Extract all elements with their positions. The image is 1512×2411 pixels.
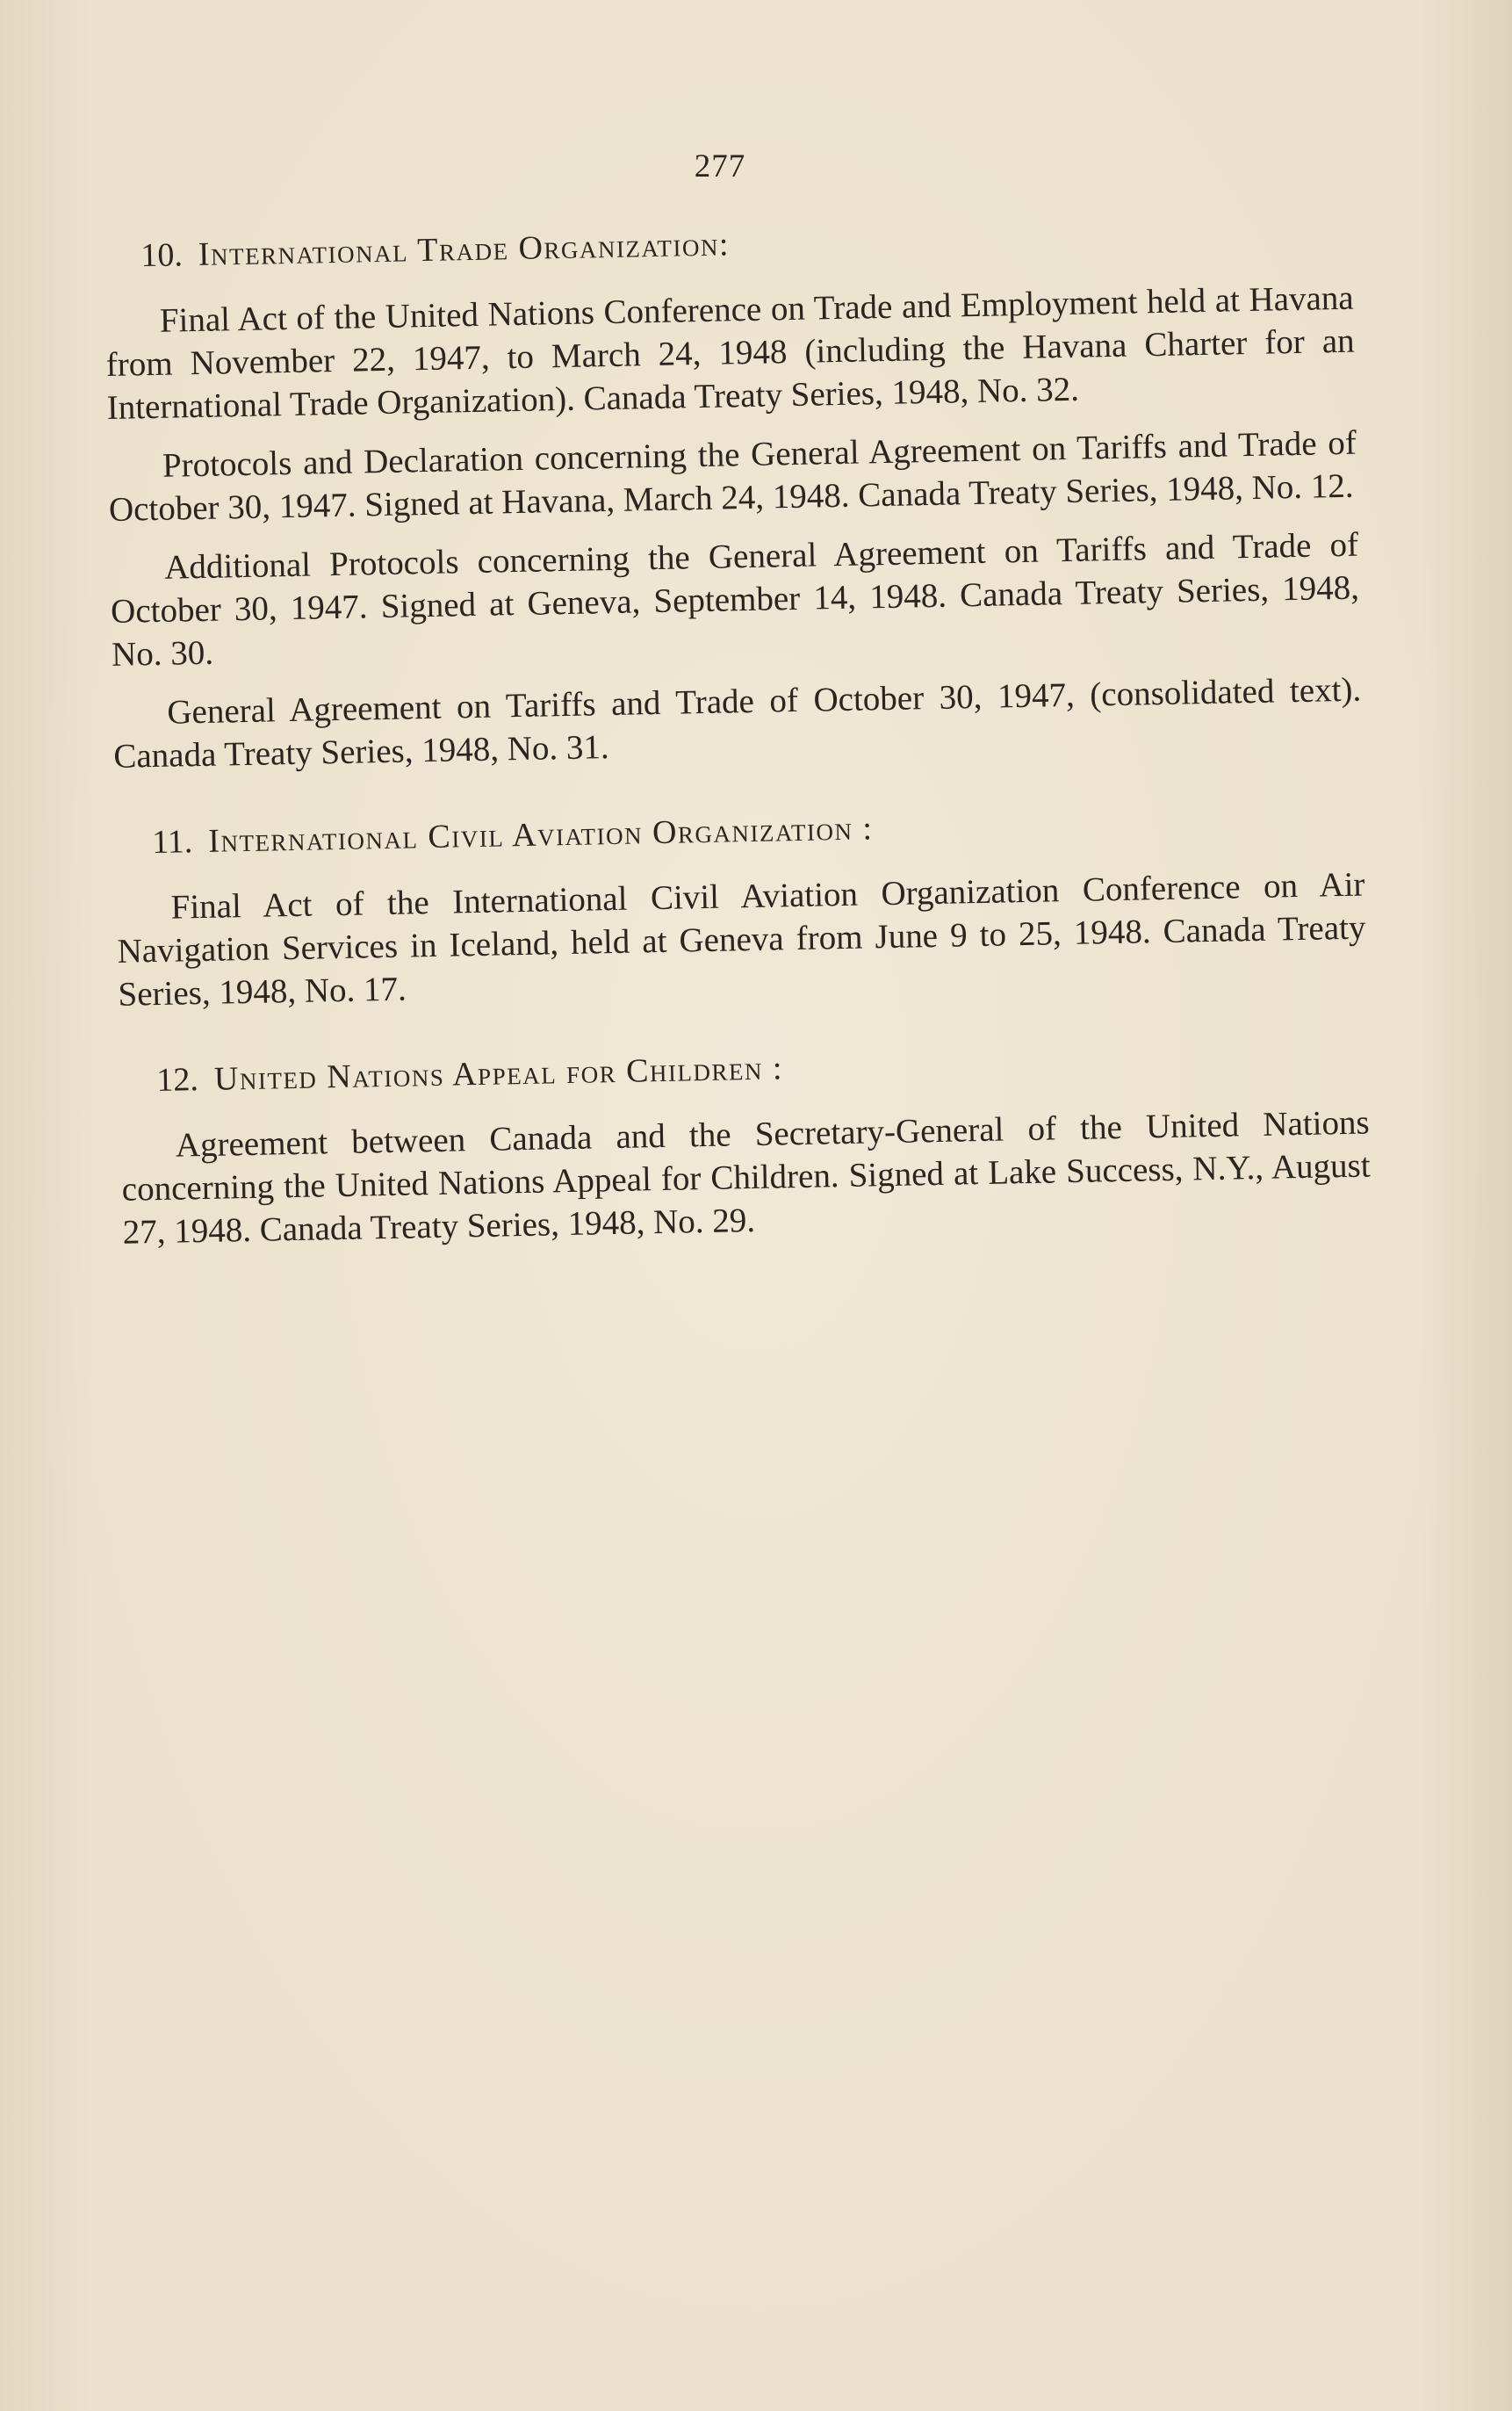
treaty-entry: Additional Protocols concerning the General Agreement on Tariffs and Trade of October 30, 1947. Signed at Geneva, September 14, 1948. Canada Treaty Series, 1948, No. 30. [110,525,1360,674]
section-number: 10. [140,236,184,275]
section-title: International Civil Aviation Organization : [207,810,874,860]
section-international-trade-organization [104,213,1363,778]
page-number: 277 [694,148,746,184]
section-heading [140,213,1353,275]
section-heading [152,800,1364,862]
treaty-entry: General Agreement on Tariffs and Trade of October 30, 1947, (consolidated text). Canada Treaty Series, 1948, No. 31. [112,670,1362,776]
section-title: International Trade Organization: [198,226,731,273]
treaty-entry: Final Act of the International Civil Aviation Organization Conference on Air Navigation Services in Iceland, held at Geneva from June 9 to 25, 1948. Canada Treaty Series, 1948, No. 17. [117,865,1366,1014]
section-united-nations-appeal-for-children [119,1038,1372,1254]
treaty-entry: Final Act of the United Nations Conference on Trade and Employment held at Havana from November 22, 1947, to March 24, 1948 (including the Havana Charter for an International Trade Organization). Canada Treaty Series, 1948, No. 32. [105,278,1355,427]
section-heading [156,1038,1369,1100]
section-title: United Nations Appeal for Children : [213,1050,784,1098]
treaty-entry: Protocols and Declaration concerning the General Agreement on Tariffs and Trade of October 30, 1947. Signed at Havana, March 24, 1948. Canada Treaty Series, 1948, No. 12. [108,423,1357,529]
section-number: 11. [151,823,193,862]
treaty-entry: Agreement between Canada and the Secretary-General of the United Nations concerning the United Nations Appeal for Children. Signed at Lake Success, N.Y., August 27, 1948. Canada Treaty Series, 1948, No. 29. [121,1103,1371,1252]
section-international-civil-aviation-organization [115,800,1367,1016]
page-content [104,213,1372,1300]
section-number: 12. [156,1061,199,1100]
